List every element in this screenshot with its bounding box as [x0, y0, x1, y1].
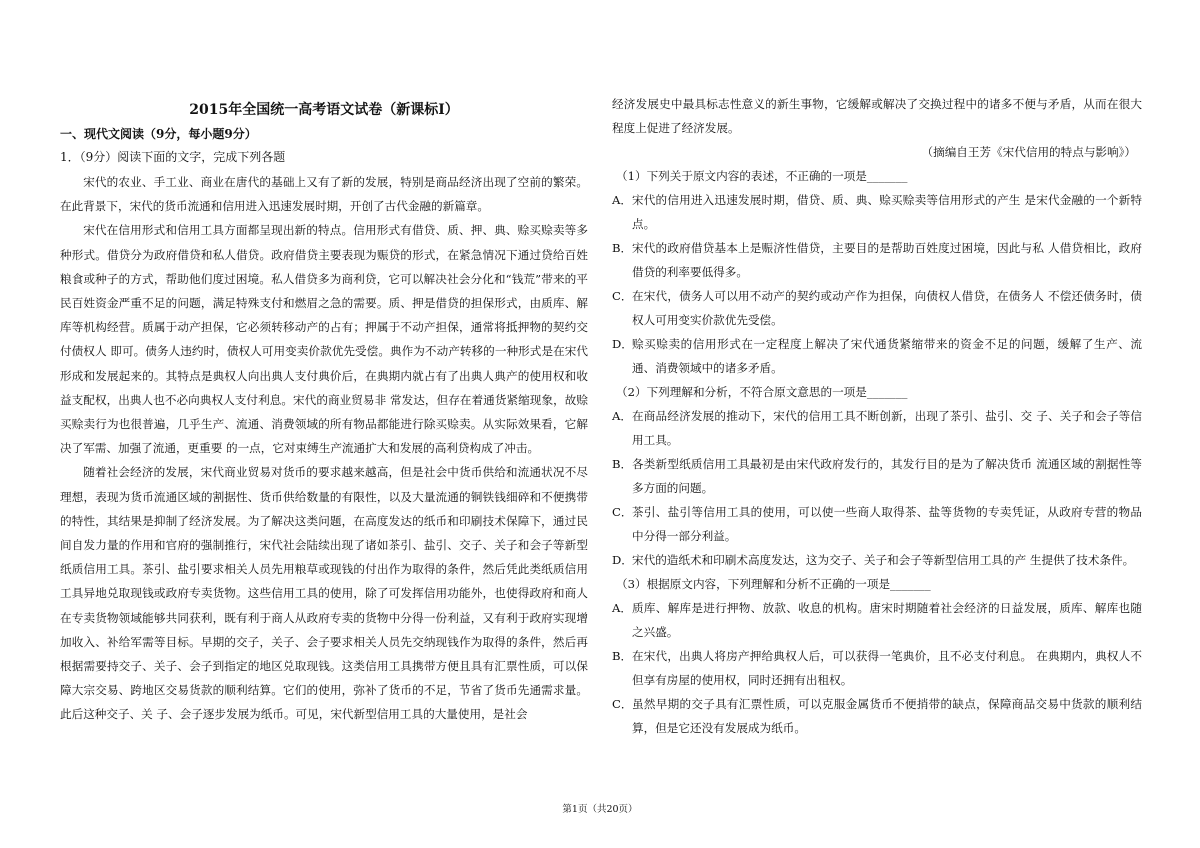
subquestion-3-option-c [612, 692, 1142, 740]
question-1-instruction: 1．（9分）阅读下面的文字，完成下列各题 [60, 150, 286, 164]
subquestion-3-option-b [612, 644, 1142, 692]
subquestion-1-option-b [612, 236, 1142, 284]
passage-source: （摘编自王芳《宋代信用的特点与影响》） [921, 145, 1136, 159]
subquestion-2-option-a [612, 404, 1142, 452]
reading-passage [60, 170, 588, 727]
subquestion-1-option-d [612, 332, 1142, 380]
subquestion-1-option-a [612, 188, 1142, 236]
option-key: B． [612, 649, 633, 663]
subquestion-2-option-d [612, 548, 1142, 572]
option-key: C． [612, 697, 633, 711]
passage-paragraph-2: 宋代在信用形式和信用工具方面都呈现出新的特点。信用形式有借贷、质、押、典、赊买赊卖等多种形式。借贷分为政府借贷和私人借贷。政府借贷主要表现为赈贷的形式，在紧急情况下通过贷给百姓粮食或种子的方式，帮助他们度过困境。私人借贷多为商利贷，它可以解决社会分化和“钱荒”带来的平民百姓资金严重不足的问题，满足特殊支付和燃眉之急的需要。质、押是借贷的担保形式，由质库、解库等机构经营。质属于动产担保，它必须转移动产的占有；押属于不动产担保，通常将抵押物的契约交付债权人 即可。债务人违约时，债权人可用变卖价款优先受偿。典作为不动产转移的一种形式是在宋代形成和发展起来的。其特点是典权人向出典人支付典价后，在典期内就占有了出典人典产的使用权和收益支配权，出典人也不必向典权人支付利息。宋代的商业贸易非 常发达，但存在着通货紧缩现象，故赊买赊卖行为也很普遍，几乎生产、流通、消费领域的所有物品都能进行除买赊卖。从实际效果看，它解决了军需、加强了流通，更重要 的一点，它对束缚生产流通扩大和发展的高利贷构成了冲击。 [60, 223, 588, 456]
subquestion-3-option-a [612, 596, 1142, 644]
option-key: A． [612, 601, 632, 615]
option-text: 在宋代，出典人将房产押给典权人后，可以获得一笔典价，且不必支付利息。 在典期内，典权人不但享有房屋的使用权，同时还拥有出租权。 [632, 649, 1142, 687]
passage-paragraph-1: 宋代的农业、手工业、商业在唐代的基础上又有了新的发展，特别是商品经济出现了空前的繁荣。在此背景下，宋代的货币流通和信用进入迅速发展时期，开创了古代金融的新篇章。 [60, 175, 588, 214]
option-text: 虽然早期的交子具有汇票性质，可以克服金属货币不便捎带的缺点，保障商品交易中货款的顺利结算，但是它还没有发展成为纸币。 [632, 697, 1142, 735]
option-text: 宋代的政府借贷基本上是赈济性借贷，主要目的是帮助百姓度过困境，因此与私 人借贷相比，政府借贷的利率要低得多。 [632, 241, 1142, 279]
option-key: B． [612, 241, 633, 255]
option-text: 各类新型纸质信用工具最初是由宋代政府发行的，其发行目的是为了解决货币 流通区域的割据性等多方面的问题。 [632, 457, 1142, 495]
subquestion-3-head: （3）根据原文内容，下列理解和分析不正确的一项是_______ [616, 577, 931, 591]
option-key: B． [612, 457, 633, 471]
section-heading: 一、现代文阅读（9分，每小题9分） [60, 127, 257, 141]
option-key: A． [612, 193, 632, 207]
option-key: D． [612, 553, 633, 567]
subquestion-2-option-b [612, 452, 1142, 500]
option-key: C． [612, 289, 633, 303]
exam-title: 2015年全国统一高考语文试卷（新课标I） [189, 102, 459, 118]
page-footer: 第1页（共20页） [562, 804, 638, 815]
passage-continuation: 经济发展史中最具标志性意义的新生事物，它缓解或解决了交换过程中的诸多不便与矛盾，从而在很大程度上促进了经济发展。 [612, 97, 1142, 135]
option-text: 宋代的造纸术和印刷术高度发达，这为交子、关子和会子等新型信用工具的产 生提供了技术条件。 [632, 553, 1135, 567]
passage-paragraph-3: 随着社会经济的发展，宋代商业贸易对货币的要求越来越高，但是社会中货币供给和流通状况不尽理想，表现为货币流通区域的割据性、货币供给数量的有限性，以及大量流通的铜铁钱细碎和不便携带的特性，其结果是抑制了经济发展。为了解决这类问题，在高度发达的纸币和印刷技术保障下，通过民间自发力量的作用和官府的强制推行，宋代社会陆续出现了诸如茶引、盐引、交子、关子和会子等新型纸质信用工具。茶引、盐引要求相关人员先用粮草或现钱的付出作为取得的条件，然后凭此类纸质信用工具异地兑取现钱或政府专卖货物。这些信用工具的使用，除了可发挥信用功能外，也使得政府和商人在专卖货物领域能够共同获利，既有利于商人从政府专卖的货物中分得一份利益，又有利于政府实现增加收入、补给军需等目标。早期的交子，关子、会子要求相关人员先交纳现钱作为取得的条件，然后再根据需要持交子、关子、会子到指定的地区兑取现钱。这类信用工具携带方便且具有汇票性质，可以保障大宗交易、跨地区交易货款的顺利结算。它们的使用，弥补了货币的不足，节省了货币先通需求量。此后这种交子、关 子、会子逐步发展为纸币。可见，宋代新型信用工具的大量使用，是社会 [60, 465, 588, 722]
option-text: 在宋代，债务人可以用不动产的契约或动产作为担保，向债权人借贷，在债务人 不偿还债务时，债权人可用变实价款优先受偿。 [632, 289, 1142, 327]
option-text: 质库、解库是进行押物、放款、收息的机构。唐宋时期随着社会经济的日益发展，质库、解库也随之兴盛。 [632, 601, 1142, 639]
option-key: D． [612, 337, 633, 351]
option-text: 在商品经济发展的推动下，宋代的信用工具不断创新，出现了茶引、盐引、交 子、关子和会子等信用工具。 [632, 409, 1142, 447]
subquestion-1-head: （1）下列关于原文内容的表述，不正确的一项是_______ [616, 169, 908, 183]
option-key: A． [612, 409, 632, 423]
option-text: 茶引、盐引等信用工具的使用，可以使一些商人取得茶、盐等货物的专卖凭证，从政府专营的物品中分得一部分利益。 [632, 505, 1142, 543]
right-column [612, 92, 1142, 740]
option-key: C． [612, 505, 633, 519]
option-text: 宋代的信用进入迅速发展时期，借贷、质、典、赊买赊卖等信用形式的产生 是宋代金融的一个新特点。 [632, 193, 1142, 231]
subquestion-2-option-c [612, 500, 1142, 548]
subquestion-2-head: （2）下列理解和分析，不符合原文意思的一项是_______ [616, 385, 908, 399]
subquestion-1-option-c [612, 284, 1142, 332]
option-text: 赊买赊卖的信用形式在一定程度上解决了宋代通货紧缩带来的资金不足的问题，缓解了生产、流通、消费领域中的诸多矛盾。 [632, 337, 1142, 375]
